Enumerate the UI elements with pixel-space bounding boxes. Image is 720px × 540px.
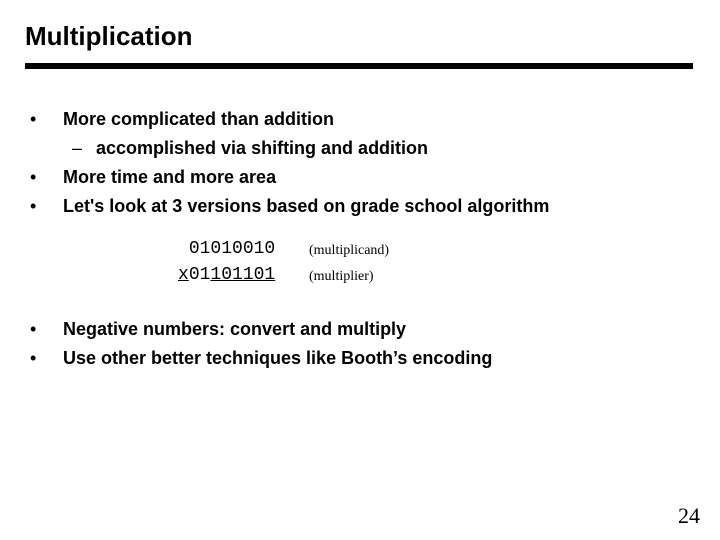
multiplier-digits-b: 101101 — [210, 265, 276, 285]
bullet-marker: • — [30, 319, 37, 339]
multiplicand-value: 01010010 — [188, 239, 276, 259]
bullet-marker: • — [30, 196, 37, 216]
bullet-text: More time and more area — [63, 167, 277, 187]
multiply-sign: x — [178, 265, 189, 285]
sub-bullet-text: accomplished via shifting and addition — [96, 138, 429, 158]
bullet-list — [30, 105, 549, 221]
bullet-list-2 — [30, 315, 492, 373]
bullet-item — [30, 315, 492, 344]
bullet-text: More complicated than addition — [63, 109, 335, 129]
bullet-item — [30, 163, 549, 192]
bullet-marker: • — [30, 348, 37, 368]
example-notes — [309, 238, 389, 290]
bullet-item — [30, 192, 549, 221]
bullet-marker: • — [30, 167, 37, 187]
bullet-text: Negative numbers: convert and multiply — [63, 319, 407, 339]
bullet-text: Let's look at 3 versions based on grade school algorithm — [63, 196, 550, 216]
multiplier-note: (multiplier) — [309, 269, 374, 284]
sub-bullet-marker: – — [72, 138, 83, 158]
bullet-item — [30, 105, 549, 134]
multiplicand-note: (multiplicand) — [309, 243, 390, 258]
bullet-text: Use other better techniques like Booth’s encoding — [63, 348, 493, 368]
slide-title: Multiplication — [25, 21, 193, 51]
bullet-item — [30, 344, 492, 373]
page-number: 24 — [678, 503, 700, 528]
multiplication-example — [178, 236, 275, 288]
bullet-marker: • — [30, 109, 37, 129]
multiplier-digits-a: 01 — [188, 265, 211, 285]
title-divider — [25, 63, 693, 69]
sub-bullet-item — [30, 134, 549, 163]
multiplier-value — [178, 262, 275, 288]
